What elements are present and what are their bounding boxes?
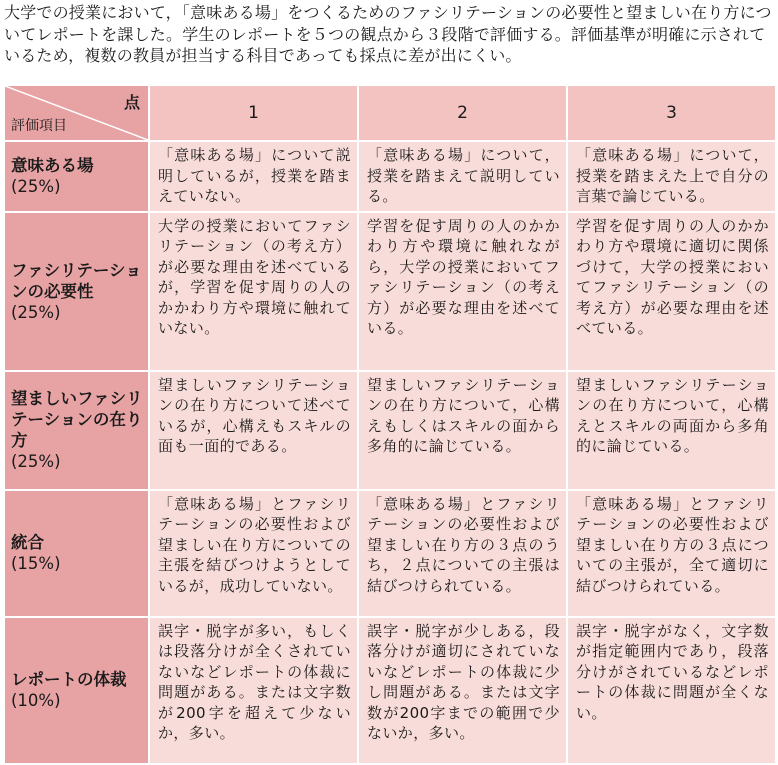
score-header-1: 1: [149, 85, 358, 141]
criterion-cell: [4, 617, 149, 764]
rubric-cell: 望ましいファシリテーションの在り方について，心構えとスキルの両面から多角的に論じている。: [567, 371, 776, 490]
intro-paragraph: 大学での授業において，「意味ある場」をつくるためのファシリテーションの必要性と望ましい在り方についてレポートを課した。学生のレポートを５つの観点から３段階で評価する。評価基準が明確に示されているため，複数の教員が担当する科目であっても採点に差が出にくい。: [4, 3, 772, 65]
criterion-weight: (25%): [11, 452, 61, 471]
rubric-cell: 誤字・脱字がなく，文字数が指定範囲内であり，段落分けがされているなどレポートの体裁に問題が全くない。: [567, 617, 776, 764]
rubric-row: [4, 371, 776, 490]
criterion-name: ファシリテーションの必要性: [11, 260, 142, 301]
evaluation-item-label: 評価項目: [11, 118, 67, 134]
criterion-weight: (25%): [11, 302, 61, 322]
rubric-row: [4, 141, 776, 212]
rubric-cell: 「意味ある場」について，授業を踏まえた上で自分の言葉で論じている。: [567, 141, 776, 212]
rubric-cell: 誤字・脱字が少しある，段落分けが適切にされていないなどレポートの体裁に少し問題がある。または文字数が200字までの範囲で少ないか，多い。: [358, 617, 567, 764]
rubric-cell: 誤字・脱字が多い，もしくは段落分けが全くされていないなどレポートの体裁に問題がある。または文字数が200字を超えて少ないか，多い。: [149, 617, 358, 764]
criterion-cell: [4, 371, 149, 490]
rubric-cell: 「意味ある場」について説明しているが，授業を踏まえていない。: [149, 141, 358, 212]
header-row: [4, 85, 776, 141]
criterion-cell: [4, 212, 149, 371]
score-header-2: 2: [358, 85, 567, 141]
rubric-row: [4, 490, 776, 617]
rubric-cell: 学習を促す周りの人のかかわり方や環境に適切に関係づけて，大学の授業においてファシリテーション（の考え方）が必要な理由を述べている。: [567, 212, 776, 371]
rubric-cell: 「意味ある場」とファシリテーションの必要性および望ましい在り方についての主張を結びつけようとしているが，成功していない。: [149, 490, 358, 617]
criterion-weight: (10%): [11, 691, 61, 710]
criterion-name: 統合: [11, 533, 44, 552]
criterion-cell: [4, 490, 149, 617]
rubric-row: [4, 617, 776, 764]
rubric-cell: 望ましいファシリテーションの在り方について述べているが，心構えもスキルの面も一面的である。: [149, 371, 358, 490]
criterion-name: レポートの体裁: [11, 670, 127, 689]
points-label: 点: [123, 93, 140, 112]
criterion-name: 意味ある場: [11, 156, 94, 176]
criterion-name: 望ましいファシリテーションの在り方: [11, 389, 143, 450]
criterion-cell: [4, 141, 149, 212]
rubric-cell: 「意味ある場」とファシリテーションの必要性および望ましい在り方の３点のうち，２点についての主張は結びつけられている。: [358, 490, 567, 617]
score-header-3: 3: [567, 85, 776, 141]
rubric-cell: 大学の授業においてファシリテーション（の考え方）が必要な理由を述べているが，学習を促す周りの人のかかわり方や環境に触れていない。: [149, 212, 358, 371]
rubric-cell: 学習を促す周りの人のかかわり方や環境に触れながら，大学の授業においてファシリテーション（の考え方）が必要な理由を述べている。: [358, 212, 567, 371]
rubric-row: [4, 212, 776, 371]
rubric-cell: 望ましいファシリテーションの在り方について，心構えもしくはスキルの面から多角的に論じている。: [358, 371, 567, 490]
criterion-weight: (25%): [11, 177, 61, 197]
rubric-cell: 「意味ある場」について，授業を踏まえて説明している。: [358, 141, 567, 212]
corner-header-cell: [4, 85, 149, 141]
criterion-weight: (15%): [11, 554, 61, 573]
rubric-cell: 「意味ある場」とファシリテーションの必要性および望ましい在り方の３点についての主張が，全て適切に結びつけられている。: [567, 490, 776, 617]
rubric-table: [3, 84, 777, 765]
